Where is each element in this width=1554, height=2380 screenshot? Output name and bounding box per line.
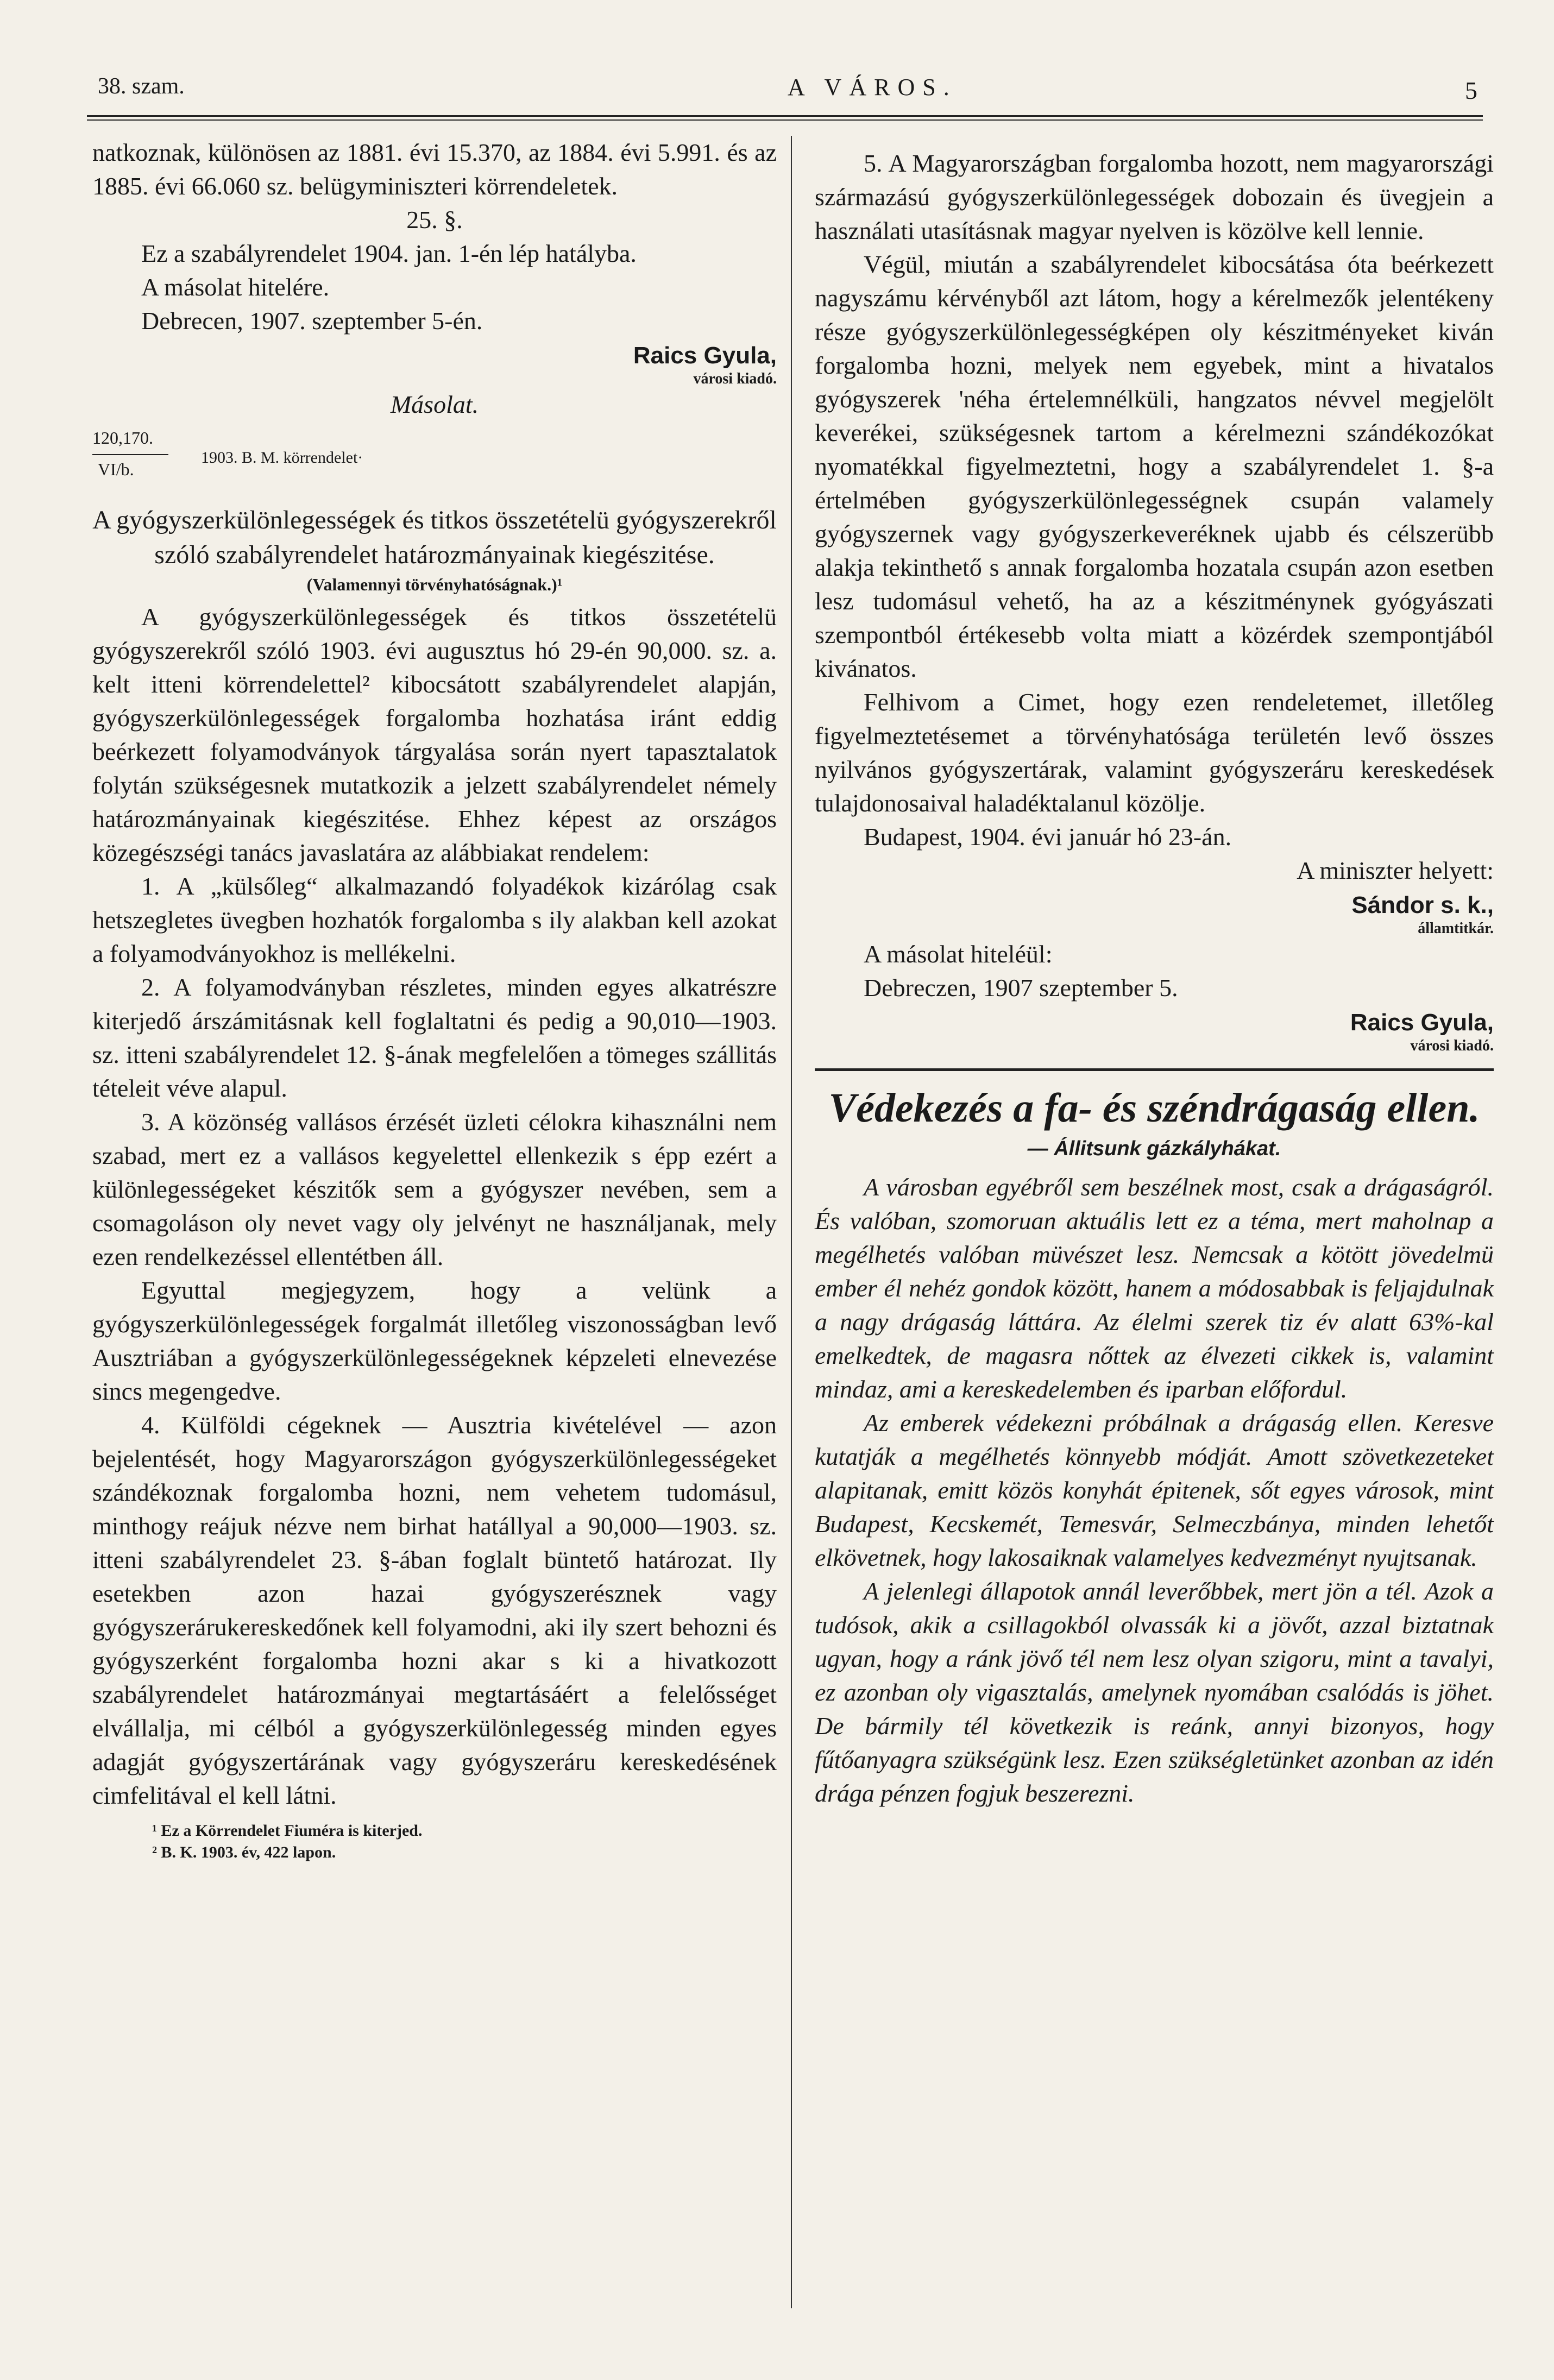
- copy-date: Debreczen, 1907 szeptember 5.: [864, 974, 1178, 1002]
- copy-attestation: A másolat hitelére.: [141, 273, 330, 301]
- page-number: 5: [1465, 77, 1477, 104]
- article-subheadline: — Állitsunk gázkályhákat.: [1027, 1137, 1281, 1160]
- header-rule-secondary: [87, 119, 1483, 121]
- article: [815, 1082, 1494, 1810]
- column-divider: [791, 136, 792, 2308]
- masthead-title: A VÁROS.: [788, 74, 957, 100]
- right-column: [815, 147, 1494, 1810]
- signature-role-state-secretary: államtitkár.: [1418, 920, 1494, 937]
- copy-label: Másolat.: [390, 391, 479, 418]
- decree-paragraph-3: 2. A folyamodványban részletes, minden egyes alkatrészre kiterjedő árszámitásnak kell foglaltatni és pedig a 90,010—1903. sz. itteni szabályrendelet 12. §-ának megfelelően a tömeges szállitás tételeit véve alapul.: [92, 973, 777, 1102]
- reference-block: [92, 427, 777, 492]
- signature-name: Raics Gyula,: [633, 342, 777, 369]
- decree-paragraph-6: 4. Külföldi cégeknek — Ausztria kivételével — azon bejelentését, hogy Magyarországon gyógyszerkülönlegességeket szándékoznak forgalomba hozni, nem vehetem tudomásul, minthogy reájuk nézve nem birhat hatállyal a 90,000—1903. sz. itteni szabályrendelet 23. §-ában foglalt büntető határozat. Ily esetekben azon hazai gyógyszerésznek vagy gyógyszerárukereskedőnek kell folyamodni, aki ily szert behozni és gyógyszerként forgalomba hozni akar s ki a hivatkozott szabályrendelet határozmányai megtartásáért a felelősséget elvállalja, mi célból a gyógyszerkülönlegesség minden egyes adagját gyógyszertárának vagy gyógyszeráru kereskedésének cimfelitával el kell látni.: [92, 1411, 777, 1809]
- intro-paragraph: natkoznak, különösen az 1881. évi 15.370, az 1884. évi 5.991. és az 1885. évi 66.060 sz. belügyminiszteri körrendeletek.: [92, 138, 777, 200]
- decree-paragraph-2: 1. A „külsőleg“ alkalmazandó folyadékok kizárólag csak hetszegletes üvegben hozhatók forgalomba s ily alakban kell azokat a folyamodványokhoz is mellékelni.: [92, 872, 777, 967]
- decree-paragraph-1: A gyógyszerkülönlegességek és titkos összetételü gyógyszerekről szóló 1903. évi augusztus hó 29-én 90,000. sz. a. kelt itteni körrendelettel² kibocsátott szabályrendelet alapján, gyógyszerkülönlegességek forgalomba hozhatása iránt eddig beérkezett folyamodványok tárgyalása során nyert tapasztalatok folytán szükségesnek mutatkozik a jelzett szabályrendelet némely határozmányainak kiegészitése. Ehhez képest az országos közegészségi tanács javaslatára az alábbiakat rendelem:: [92, 603, 777, 866]
- footnote-1: ¹ Ez a Körrendelet Fiuméra is kiterjed.: [152, 1822, 423, 1840]
- article-separator: [815, 1068, 1494, 1071]
- article-paragraph-2: Az emberek védekezni próbálnak a drágaság ellen. Keresve kutatják a megélhetés könnyebb módját. Amott szövetkezeteket alapitanak, emitt közös konyhát épitenek, sőt egyes városok, mint Budapest, Kecskemét, Temesvár, Selmeczbánya, minden lehetőt elkövetnek, hogy lakosaiknak valamelyes kedvezményt nyujtsanak.: [815, 1409, 1494, 1571]
- signature-name-sandor: Sándor s. k.,: [1351, 892, 1494, 918]
- left-column: [92, 136, 777, 1863]
- place-date: Debrecen, 1907. szeptember 5-én.: [141, 307, 483, 335]
- decree-paragraph-7: 5. A Magyarországban forgalomba hozott, nem magyarországi származású gyógyszerkülönlegességek dobozain és üvegjein a használati utasításnak magyar nyelven is közölve kell lennie.: [815, 149, 1494, 244]
- header-rule: [87, 115, 1483, 117]
- signature-role-publisher: városi kiadó.: [1410, 1037, 1494, 1054]
- reference-sub: VI/b.: [98, 459, 134, 479]
- decree-subtitle: (Valamennyi törvényhatóságnak.)¹: [306, 575, 563, 594]
- section-mark: 25. §.: [406, 206, 463, 234]
- article-headline: Védekezés a fa- és széndrágaság ellen.: [828, 1085, 1480, 1131]
- page-header: [87, 65, 1483, 114]
- decree-title: A gyógyszerkülönlegességek és titkos összetételü gyógyszerekről szóló szabályrendelet határozmányainak kiegészitése.: [92, 506, 777, 569]
- decree-paragraph-4: 3. A közönség vallásos érzését üzleti célokra kihasználni nem szabad, mert ez a vallásos kegyelettel ellenkezik s épp ezért a különlegességeket készitők sem a gyógyszer nevében, sem a csomagoláson oly nevet vagy oly jelvényt ne használjanak, mely ezen rendelkezéssel ellentétben áll.: [92, 1108, 777, 1270]
- footnote-2: ² B. K. 1903. év, 422 lapon.: [152, 1843, 336, 1861]
- issue-number: 38. szam.: [98, 74, 185, 99]
- reference-text: 1903. B. M. körrendelet·: [201, 449, 363, 467]
- minister-line: A miniszter helyett:: [1297, 857, 1494, 884]
- article-paragraph-1: A városban egyébről sem beszélnek most, csak a drágaságról. És valóban, szomoruan aktuális lett ez a téma, mert maholnap a megélhetés valóban müvészet lesz. Nemcsak a kötött jövedelmü ember él nehéz gondok között, hanem a módosabbak is feljajdulnak a nagy drágaság láttára. Az élelmi szerek tiz év alatt 63%-kal emelkedtek, de magasra nőttek az élvezeti cikkek is, valamint mindaz, ami a kereskedelemben és iparban előfordul.: [815, 1173, 1494, 1403]
- signature-role: városi kiadó.: [693, 370, 777, 387]
- decree-paragraph-9: Felhivom a Cimet, hogy ezen rendeletemet, illetőleg figyelmeztetésemet a törvényhatósága területén levő összes nyilvános gyógyszertárak, valamint gyógyszeráru kereskedések tulajdonosaival haladéktalanul közölje.: [815, 688, 1494, 817]
- footnotes: [92, 1820, 777, 1863]
- decree-paragraph-5: Egyuttal megjegyzem, hogy a velünk a gyógyszerkülönlegességek forgalmát illetőleg viszonosságban levő Ausztriában a gyógyszerkülönlegességeknek képzeleti elnevezése sincs megengedve.: [92, 1276, 777, 1405]
- article-paragraph-3: A jelenlegi állapotok annál leverőbbek, mert jön a tél. Azok a tudósok, akik a csillagokból olvassák ki a jövőt, azzal biztatnak ugyan, hogy a ránk jövő tél nem lesz olyan szigoru, mint a tavalyi, ez azonban oly vigasztalás, amelynek nyomában csalódás is jöhet. De bármily tél következik is reánk, annyi bizonyos, hogy fűtőanyagra szükségünk lesz. Ezen szükségletünket azonban az idén drága pénzen fogjuk beszerezni.: [815, 1577, 1494, 1807]
- decree-heading: [92, 503, 777, 595]
- reference-fraction-line: [92, 454, 168, 455]
- reference-number: 120,170.: [92, 428, 153, 448]
- copy-attestation-right: A másolat hiteléül:: [864, 940, 1053, 968]
- decree-paragraph-8: Végül, miután a szabályrendelet kibocsátása óta beérkezett nagyszámu kérvényből azt látom, hogy a kérelmezők jelentékeny része gyógyszerkülönlegességképen oly készitményeket kiván forgalomba hozni, melyek nem egyebek, mint a hivatalos gyógyszerek 'néha értelemnélküli, hangzatos névvel megjelölt keverékei, szükségesnek tartom a kérelmezni szándékozókat nyomatékkal figyelmeztetni, hogy a szabályrendelet 1. §-a értelmében gyógyszerkülönlegességnek csupán valamely gyógyszernek vagy gyógyszerkeveréknek ujabb és célszerübb alakja tekinthető s annak forgalomba hozatala csupán azon esetben lesz tudomásul vehető, ha az a készitménynek gyógyászati szempontból értékesebb volta miatt a közérdek szempontjából kivánatos.: [815, 250, 1494, 682]
- effective-paragraph: Ez a szabályrendelet 1904. jan. 1-én lép hatályba.: [141, 240, 637, 267]
- place-date-budapest: Budapest, 1904. évi január hó 23-án.: [864, 823, 1232, 851]
- signature-name-raics: Raics Gyula,: [1350, 1009, 1494, 1036]
